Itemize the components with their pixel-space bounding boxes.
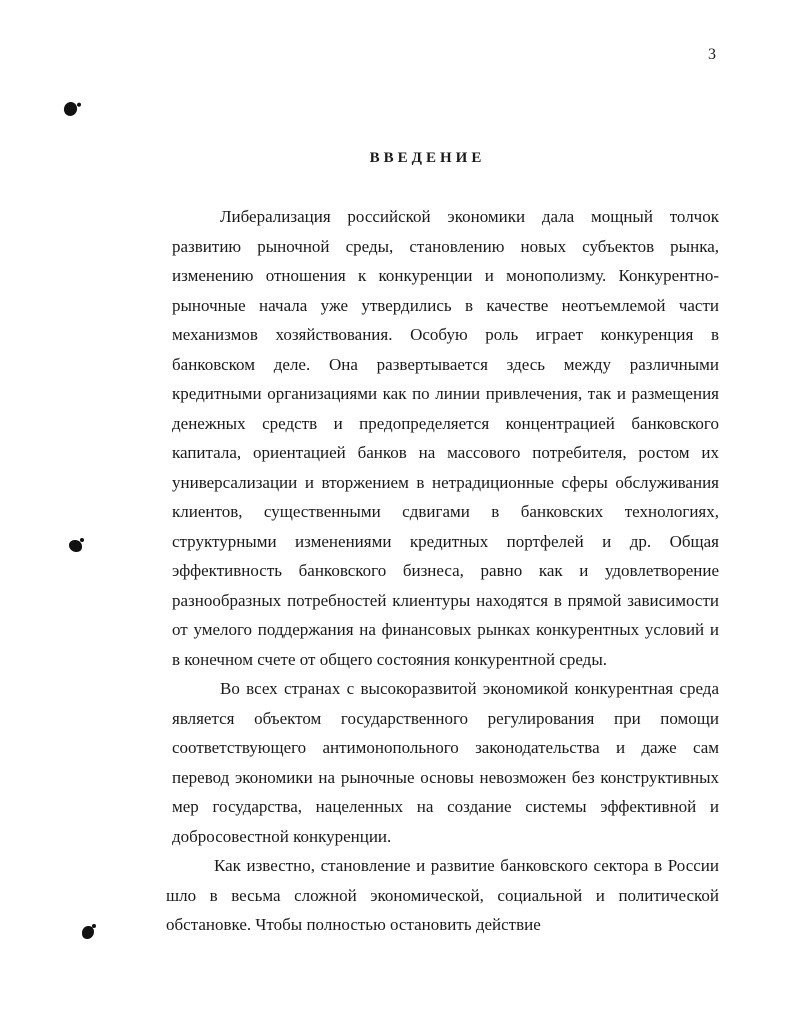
- paragraph: Как известно, становление и развитие банковского сектора в России шло в весьма сложной экономической, социальной и политической обстановке. Чтобы полностью остановить действие: [166, 856, 719, 934]
- ink-blot-mark: [82, 926, 94, 939]
- body-text: [166, 202, 719, 940]
- paragraph: Во всех странах с высокоразвитой экономикой конкурентная среда является объектом государственного регулирования при помощи соответствующего антимонопольного законодательства и даже сам перевод экономики на рыночные основы невозможен без конструктивных мер государства, нацеленных на создание системы эффективной и добросовестной конкуренции.: [172, 679, 719, 846]
- ink-blot-mark: [62, 100, 79, 118]
- page-number: 3: [708, 46, 716, 63]
- paragraph: Либерализация российской экономики дала мощный толчок развитию рыночной среды, становлению новых субъектов рынка, изменению отношения к конкуренции и монополизму. Конкурентно-рыночные начала уже утвердились в качестве неотъемлемой части механизмов хозяйствования. Особую роль играет конкуренция в банковском деле. Она развертывается здесь между различными кредитными организациями как по линии привлечения, так и размещения денежных средств и предопределяется концентрацией банковского капитала, ориентацией банков на массового потребителя, ростом их универсализации и вторжением в нетрадиционные сферы обслуживания клиентов, существенными сдвигами в банковских технологиях, структурными изменениями кредитных портфелей и др. Общая эффективность банковского бизнеса, равно как и удовлетворение разнообразных потребностей клиентуры находятся в прямой зависимости от умелого поддержания на финансовых рынках конкурентных условий и в конечном счете от общего состояния конкурентной среды.: [172, 207, 719, 669]
- section-title: ВВЕДЕНИЕ: [369, 150, 486, 166]
- ink-blot-mark: [69, 540, 82, 552]
